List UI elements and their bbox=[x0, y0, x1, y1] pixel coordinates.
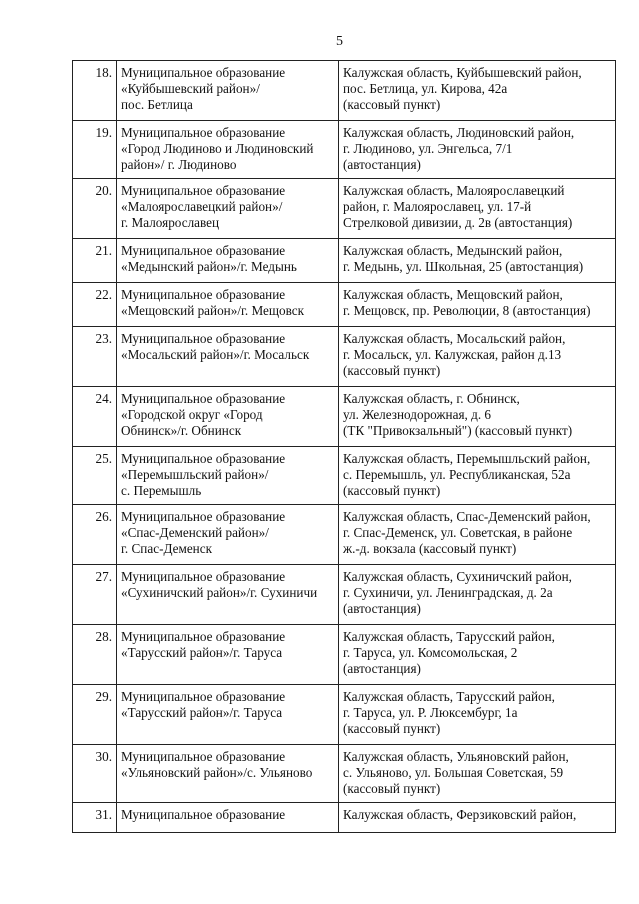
address-cell bbox=[339, 745, 616, 803]
address-cell bbox=[339, 447, 616, 505]
municipality-line: Обнинск»/г. Обнинск bbox=[121, 423, 242, 438]
address-line: Калужская область, Тарусский район, bbox=[343, 629, 555, 644]
municipality-cell bbox=[117, 565, 339, 625]
address-line: г. Таруса, ул. Р. Люксембург, 1а bbox=[343, 705, 518, 720]
municipality-line: Муниципальное образование bbox=[121, 689, 286, 704]
row-number: 27. bbox=[73, 565, 117, 625]
row-number: 28. bbox=[73, 625, 117, 685]
municipality-cell bbox=[117, 61, 339, 121]
table-row bbox=[73, 283, 616, 327]
table-row bbox=[73, 179, 616, 239]
municipality-line: «Тарусский район»/г. Таруса bbox=[121, 645, 283, 660]
address-line: Калужская область, Малоярославецкий bbox=[343, 183, 565, 198]
municipality-line: «Мосальский район»/г. Мосальск bbox=[121, 347, 310, 362]
page-number: 5 bbox=[336, 34, 343, 49]
address-line: (кассовый пункт) bbox=[343, 721, 441, 736]
address-line: (автостанция) bbox=[343, 157, 421, 172]
municipality-cell bbox=[117, 745, 339, 803]
address-line: Калужская область, Спас-Деменский район, bbox=[343, 509, 591, 524]
municipality-line: Муниципальное образование bbox=[121, 391, 286, 406]
address-line: г. Медынь, ул. Школьная, 25 (автостанция) bbox=[343, 259, 584, 274]
municipality-cell bbox=[117, 121, 339, 179]
municipality-line: Муниципальное образование bbox=[121, 125, 286, 140]
table-row bbox=[73, 447, 616, 505]
municipality-cell bbox=[117, 327, 339, 387]
municipality-line: «Ульяновский район»/с. Ульяново bbox=[121, 765, 313, 780]
table-body bbox=[73, 61, 616, 833]
row-number: 20. bbox=[73, 179, 117, 239]
address-line: Стрелковой дивизии, д. 2в (автостанция) bbox=[343, 215, 573, 230]
municipality-cell bbox=[117, 685, 339, 745]
address-line: Калужская область, Куйбышевский район, bbox=[343, 65, 582, 80]
municipality-line: «Малоярославецкий район»/ bbox=[121, 199, 283, 214]
address-cell bbox=[339, 179, 616, 239]
municipality-line: пос. Бетлица bbox=[121, 97, 193, 112]
municipality-line: Муниципальное образование bbox=[121, 749, 286, 764]
municipality-cell bbox=[117, 447, 339, 505]
address-line: Калужская область, Ульяновский район, bbox=[343, 749, 569, 764]
address-line: г. Сухиничи, ул. Ленинградская, д. 2а bbox=[343, 585, 553, 600]
municipality-line: Муниципальное образование bbox=[121, 629, 286, 644]
municipality-line: г. Малоярославец bbox=[121, 215, 220, 230]
address-line: (кассовый пункт) bbox=[343, 363, 441, 378]
address-line: г. Мещовск, пр. Революции, 8 (автостанция) bbox=[343, 303, 591, 318]
table-row bbox=[73, 387, 616, 447]
municipality-line: Муниципальное образование bbox=[121, 65, 286, 80]
municipality-line: Муниципальное образование bbox=[121, 331, 286, 346]
municipality-cell bbox=[117, 387, 339, 447]
municipality-line: Муниципальное образование bbox=[121, 243, 286, 258]
row-number: 29. bbox=[73, 685, 117, 745]
row-number: 24. bbox=[73, 387, 117, 447]
address-line: (автостанция) bbox=[343, 601, 421, 616]
address-line: Калужская область, г. Обнинск, bbox=[343, 391, 520, 406]
address-cell bbox=[339, 239, 616, 283]
address-line: Калужская область, Перемышльский район, bbox=[343, 451, 591, 466]
address-line: (кассовый пункт) bbox=[343, 97, 441, 112]
row-number: 18. bbox=[73, 61, 117, 121]
municipality-cell bbox=[117, 239, 339, 283]
row-number: 22. bbox=[73, 283, 117, 327]
address-line: (автостанция) bbox=[343, 661, 421, 676]
address-cell bbox=[339, 387, 616, 447]
address-line: пос. Бетлица, ул. Кирова, 42а bbox=[343, 81, 508, 96]
municipality-line: «Медынский район»/г. Медынь bbox=[121, 259, 297, 274]
address-line: (кассовый пункт) bbox=[343, 483, 441, 498]
address-line: Калужская область, Тарусский район, bbox=[343, 689, 555, 704]
address-cell bbox=[339, 803, 616, 833]
row-number: 21. bbox=[73, 239, 117, 283]
table-row bbox=[73, 625, 616, 685]
address-line: г. Спас-Деменск, ул. Советская, в районе bbox=[343, 525, 573, 540]
table-row bbox=[73, 685, 616, 745]
address-cell bbox=[339, 685, 616, 745]
table-row bbox=[73, 565, 616, 625]
address-line: (кассовый пункт) bbox=[343, 781, 441, 796]
address-line: Калужская область, Мещовский район, bbox=[343, 287, 563, 302]
municipality-line: «Куйбышевский район»/ bbox=[121, 81, 260, 96]
address-line: с. Ульяново, ул. Большая Советская, 59 bbox=[343, 765, 564, 780]
municipality-line: Муниципальное образование bbox=[121, 287, 286, 302]
address-line: г. Таруса, ул. Комсомольская, 2 bbox=[343, 645, 518, 660]
municipality-line: с. Перемышль bbox=[121, 483, 202, 498]
address-line: с. Перемышль, ул. Республиканская, 52а bbox=[343, 467, 571, 482]
municipality-cell bbox=[117, 179, 339, 239]
address-line: Калужская область, Мосальский район, bbox=[343, 331, 566, 346]
address-cell bbox=[339, 327, 616, 387]
municipality-line: г. Спас-Деменск bbox=[121, 541, 212, 556]
municipality-cell bbox=[117, 505, 339, 565]
table-row bbox=[73, 121, 616, 179]
row-number: 23. bbox=[73, 327, 117, 387]
row-number: 26. bbox=[73, 505, 117, 565]
municipality-line: Муниципальное образование bbox=[121, 183, 286, 198]
row-number: 25. bbox=[73, 447, 117, 505]
address-line: Калужская область, Медынский район, bbox=[343, 243, 563, 258]
address-cell bbox=[339, 625, 616, 685]
ticket-office-table bbox=[72, 60, 616, 833]
municipality-line: Муниципальное образование bbox=[121, 807, 286, 822]
table-row bbox=[73, 61, 616, 121]
municipality-line: «Мещовский район»/г. Мещовск bbox=[121, 303, 305, 318]
address-cell bbox=[339, 121, 616, 179]
row-number: 30. bbox=[73, 745, 117, 803]
address-cell bbox=[339, 283, 616, 327]
address-line: г. Мосальск, ул. Калужская, район д.13 bbox=[343, 347, 562, 362]
municipality-line: «Городской округ «Город bbox=[121, 407, 263, 422]
table-row bbox=[73, 239, 616, 283]
municipality-line: «Город Людиново и Людиновский bbox=[121, 141, 314, 156]
table-row bbox=[73, 803, 616, 833]
row-number: 19. bbox=[73, 121, 117, 179]
municipality-line: Муниципальное образование bbox=[121, 509, 286, 524]
municipality-line: «Тарусский район»/г. Таруса bbox=[121, 705, 283, 720]
address-line: ж.-д. вокзала (кассовый пункт) bbox=[343, 541, 517, 556]
row-number: 31. bbox=[73, 803, 117, 833]
address-cell bbox=[339, 565, 616, 625]
address-cell bbox=[339, 505, 616, 565]
municipality-line: Муниципальное образование bbox=[121, 569, 286, 584]
municipality-line: «Перемышльский район»/ bbox=[121, 467, 269, 482]
address-line: район, г. Малоярославец, ул. 17-й bbox=[343, 199, 532, 214]
municipality-line: «Спас-Деменский район»/ bbox=[121, 525, 269, 540]
address-line: Калужская область, Ферзиковский район, bbox=[343, 807, 577, 822]
municipality-line: «Сухиничский район»/г. Сухиничи bbox=[121, 585, 318, 600]
address-line: (ТК "Привокзальный") (кассовый пункт) bbox=[343, 423, 573, 438]
municipality-cell bbox=[117, 283, 339, 327]
address-cell bbox=[339, 61, 616, 121]
address-line: г. Людиново, ул. Энгельса, 7/1 bbox=[343, 141, 513, 156]
address-line: ул. Железнодорожная, д. 6 bbox=[343, 407, 492, 422]
table-row bbox=[73, 745, 616, 803]
table-row bbox=[73, 505, 616, 565]
municipality-cell bbox=[117, 625, 339, 685]
municipality-cell bbox=[117, 803, 339, 833]
address-line: Калужская область, Людиновский район, bbox=[343, 125, 575, 140]
municipality-line: Муниципальное образование bbox=[121, 451, 286, 466]
address-line: Калужская область, Сухиничский район, bbox=[343, 569, 572, 584]
municipality-line: район»/ г. Людиново bbox=[121, 157, 237, 172]
table-row bbox=[73, 327, 616, 387]
